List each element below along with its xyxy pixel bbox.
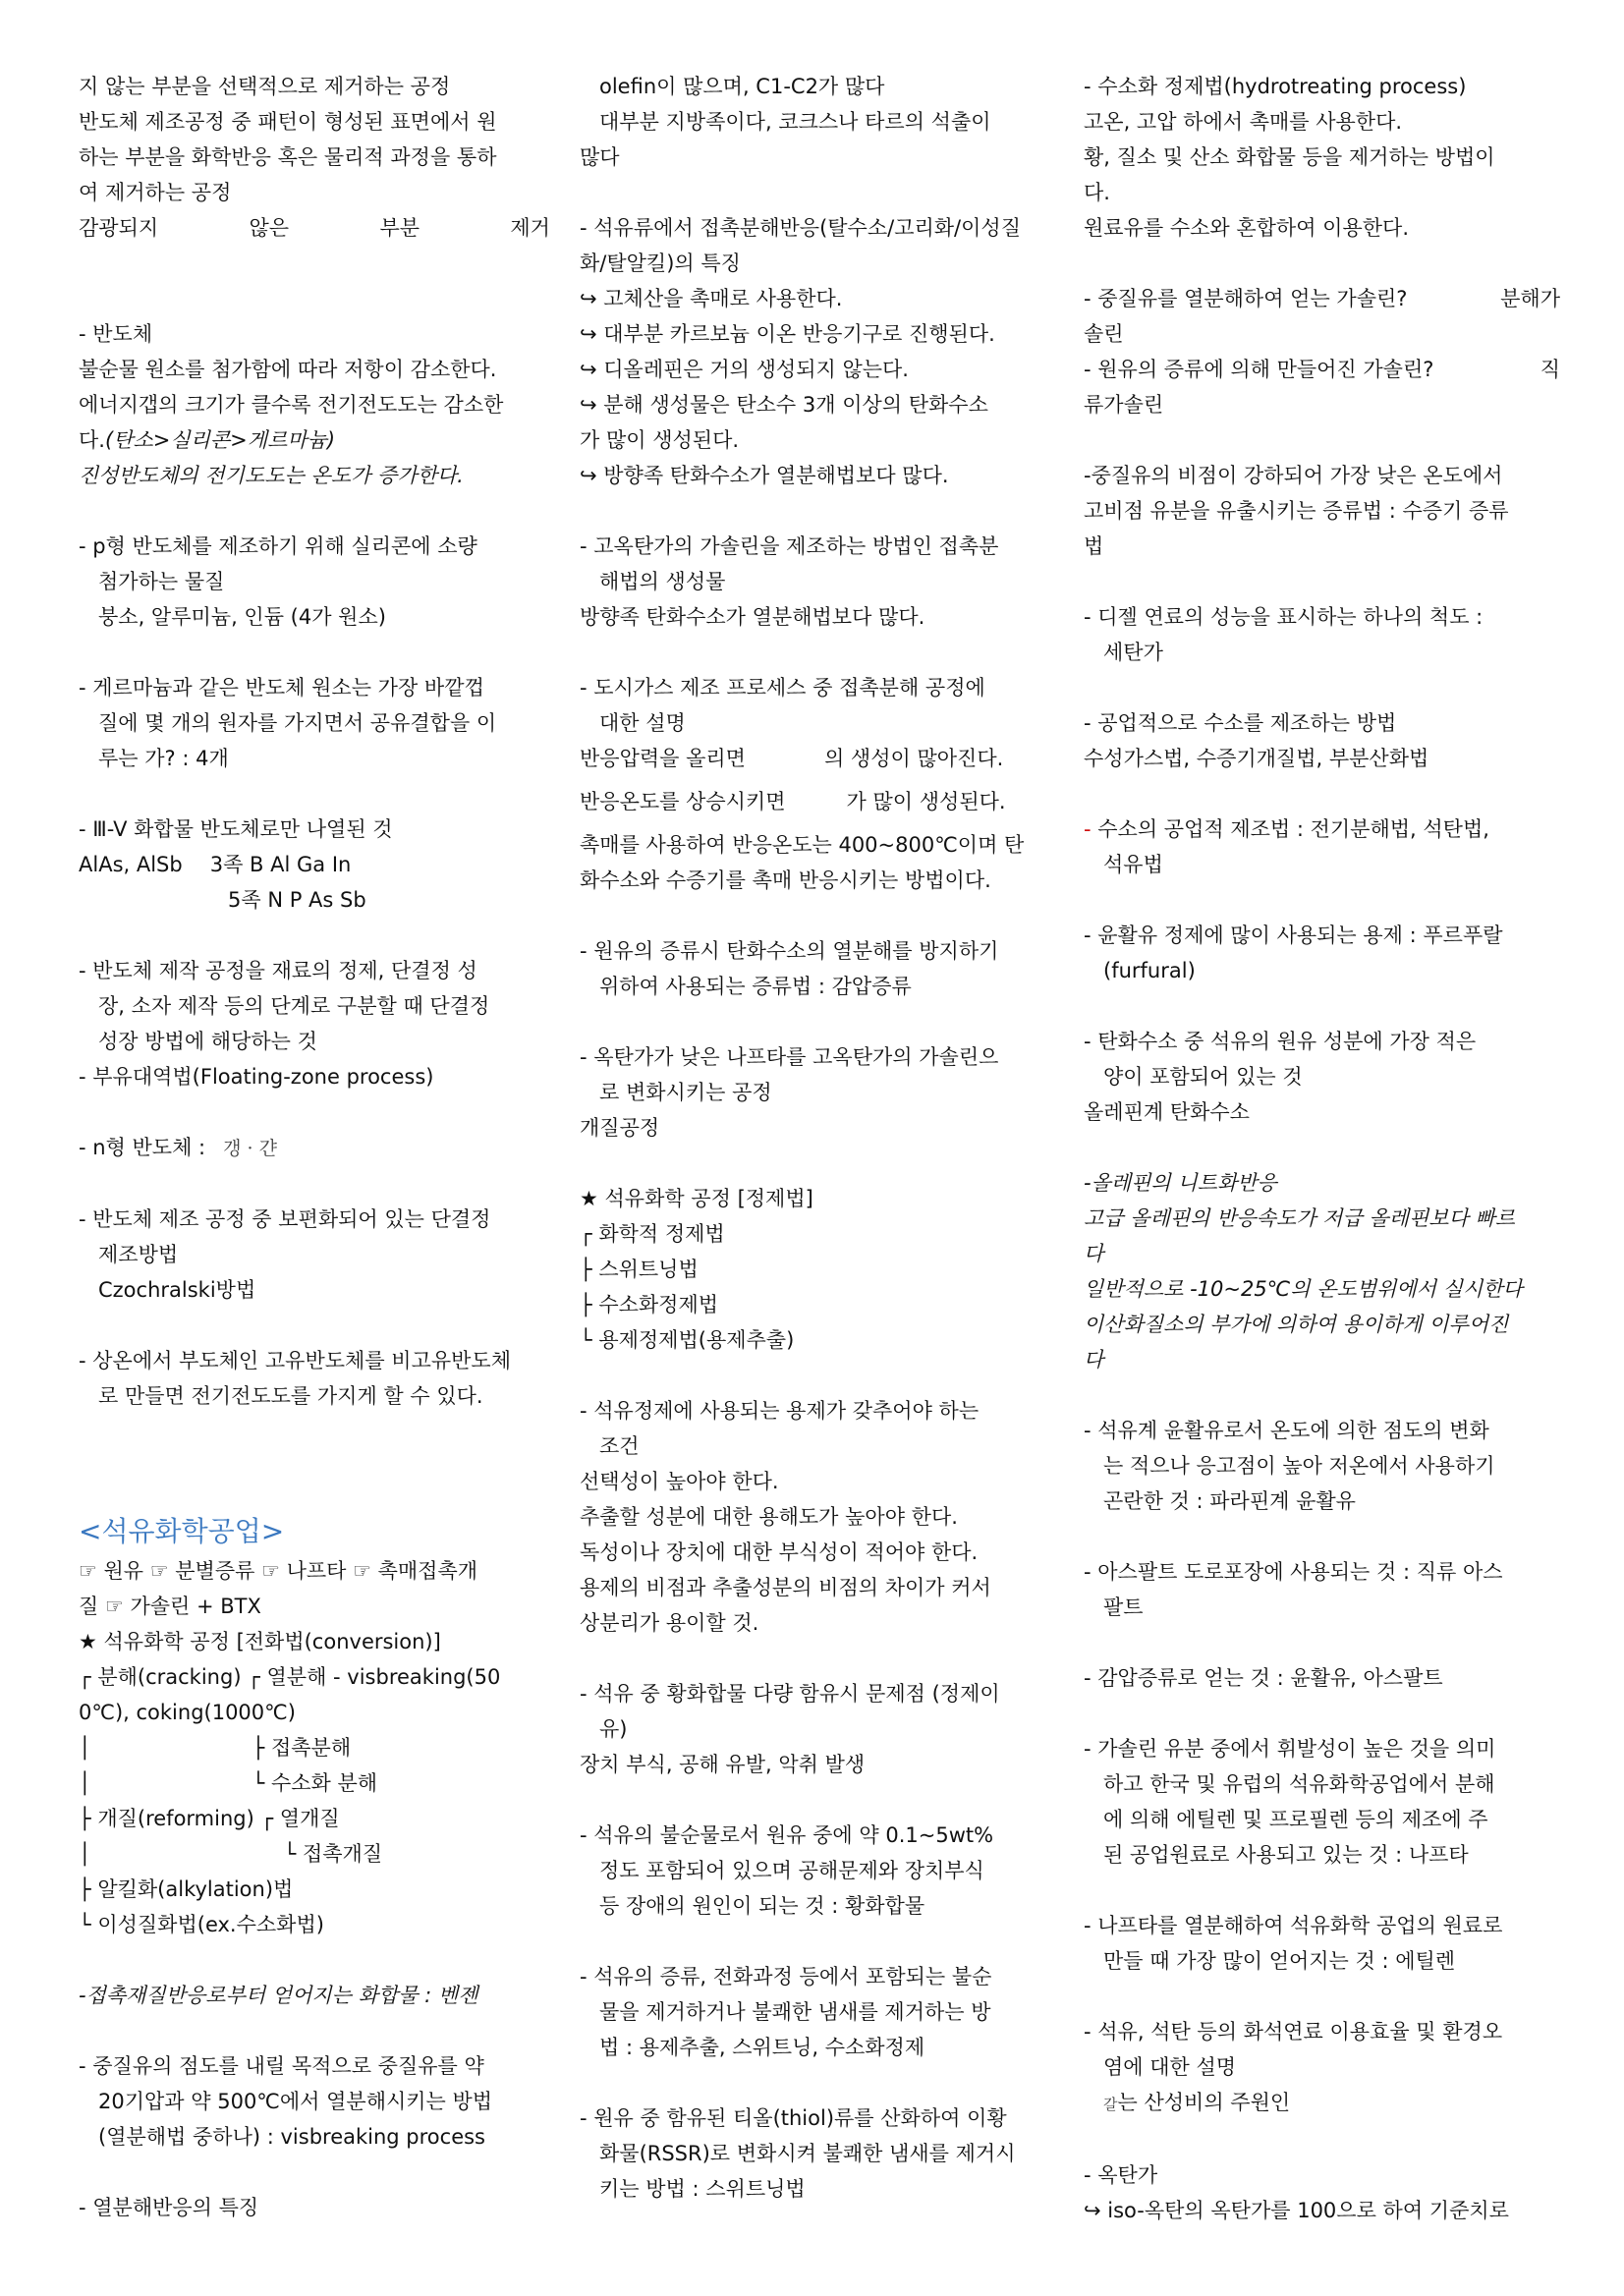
text-span-italic: (탄소>실리콘>게르마늄) — [104, 428, 336, 452]
text-span: 분해가 — [1500, 287, 1560, 310]
text-span: 수소의 공업적 제조법 : 전기분해법, 석탄법, — [1097, 817, 1489, 841]
text-line: - 중질유의 점도를 내릴 목적으로 중질유를 약 — [79, 2054, 484, 2078]
text-line: 촉매를 사용하여 반응온도는 400~800℃이며 탄 — [580, 833, 1025, 857]
text-line: 정도 포함되어 있으며 공해문제와 장치부식 — [599, 1859, 984, 1882]
text-line: ├ 알킬화(alkylation)법 — [79, 1877, 294, 1901]
text-line: 성장 방법에 해당하는 것 — [98, 1030, 317, 1053]
text-line: 세탄가 — [1103, 641, 1163, 664]
tree-glyph: │ — [79, 1736, 91, 1760]
text-line: 석유법 — [1103, 853, 1163, 876]
text-line: └ 이성질화법(ex.수소화법) — [79, 1913, 324, 1936]
text-line — [79, 847, 550, 882]
text-line: 질 ☞ 가솔린 + BTX — [79, 1595, 261, 1618]
text-line: - 원유의 증류시 탄화수소의 열분해를 방지하기 — [580, 939, 999, 963]
column-1 — [79, 69, 550, 2225]
text-line: 지 않는 부분을 선택적으로 제거하는 공정 — [79, 75, 451, 98]
text-line: - 수소화 정제법(hydrotreating process) — [1084, 75, 1467, 98]
text-span: - n형 반도체 : — [79, 1136, 206, 1159]
text-line: 키는 방법 : 스위트닝법 — [599, 2177, 806, 2201]
text-line: - 석유정제에 사용되는 용제가 갖추어야 하는 — [580, 1399, 980, 1423]
tree-glyph: │ — [79, 1842, 91, 1866]
text-line: 여 제거하는 공정 — [79, 181, 232, 204]
text-line: 이산화질소의 부가에 의하여 용이하게 이루어진 — [1084, 1313, 1509, 1336]
text-span: 반응온도를 상승시키면 — [580, 790, 786, 813]
text-line: Czochralski방법 — [98, 1278, 256, 1302]
text-line: ☞ 원유 ☞ 분별증류 ☞ 나프타 ☞ 촉매접촉개 — [79, 1559, 478, 1583]
text-line: └ 용제정제법(용제추출) — [580, 1328, 795, 1352]
text-line — [79, 422, 550, 458]
text-line: 등 장애의 원인이 되는 것 : 황화합물 — [599, 1894, 925, 1918]
text-span: - 원유의 증류에 의해 만들어진 가솔린? — [1084, 358, 1434, 381]
text-span: - 중질유를 열분해하여 얻는 가솔린? — [1084, 287, 1408, 310]
text-line: 고비점 유분을 유출시키는 증류법 : 수증기 증류 — [1084, 499, 1509, 523]
section-heading: <석유화학공업> — [79, 1515, 285, 1547]
text-line: 고온, 고압 하에서 촉매를 사용한다. — [1084, 110, 1403, 134]
text-line: ├ 스위트닝법 — [580, 1258, 699, 1281]
text-line: 하는 부분을 화학반응 혹은 물리적 과정을 통하 — [79, 145, 497, 169]
text-line: 위하여 사용되는 증류법 : 감압증류 — [599, 975, 912, 998]
text-line: - 원유 중 함유된 티올(thiol)류를 산화하여 이황 — [580, 2106, 1007, 2130]
text-line: 팔트 — [1103, 1596, 1144, 1619]
text-line: 첨가하는 물질 — [98, 570, 225, 593]
justified-line — [79, 210, 550, 246]
text-line: - 감압증류로 얻는 것 : 윤활유, 아스팔트 — [1084, 1666, 1443, 1690]
text-line: 된 공업원료로 사용되고 있는 것 : 나프타 — [1103, 1843, 1469, 1867]
text-line: 양이 포함되어 있는 것 — [1103, 1065, 1303, 1089]
text-line: 추출할 성분에 대한 용해도가 높아야 한다. — [580, 1505, 958, 1529]
text-line: - 석유의 증류, 전화과정 등에서 포함되는 불순 — [580, 1965, 992, 1988]
text-line: 곤란한 것 : 파라핀계 윤활유 — [1103, 1489, 1356, 1513]
text-line: -접촉재질반응로부터 얻어지는 화합물 : 벤젠 — [79, 1984, 478, 2007]
text-line — [580, 784, 1056, 819]
text-line: - 석유, 석탄 등의 화석연료 이용효율 및 환경오 — [1084, 2020, 1503, 2044]
text-line: ↪ iso-옥탄의 옥탄가를 100으로 하여 기준치로 — [1084, 2199, 1509, 2222]
text-line: - 아스팔트 도로포장에 사용되는 것 : 직류 아스 — [1084, 1560, 1503, 1584]
text-line: 용제의 비점과 추출성분의 비점의 차이가 커서 — [580, 1576, 991, 1599]
text-line: 다 — [1084, 1242, 1104, 1265]
text-line: 독성이나 장치에 대한 부식성이 적어야 한다. — [580, 1540, 979, 1564]
text-line: - 도시가스 제조 프로세스 중 접촉분해 공정에 — [580, 676, 985, 700]
text-line: - 윤활유 정제에 많이 사용되는 용제 : 푸르푸랄 — [1084, 924, 1503, 947]
text-line: -올레핀의 니트화반응 — [1084, 1171, 1277, 1195]
text-line: ↪ 대부분 카르보늄 이온 반응기구로 진행된다. — [580, 322, 995, 346]
handwritten-note: 갱 · 갼 — [223, 1138, 277, 1159]
text-line: 장치 부식, 공해 유발, 악취 발생 — [580, 1753, 866, 1776]
text-line: 5족 N P As Sb — [228, 888, 366, 912]
text-line: 화물(RSSR)로 변화시켜 불쾌한 냄새를 제거시 — [599, 2142, 1016, 2165]
text-span: ├ 접촉분해 — [252, 1736, 352, 1760]
text-line: 는 적으나 응고점이 높아 저온에서 사용하기 — [1103, 1454, 1495, 1478]
text-line: 유) — [599, 1717, 628, 1741]
text-span: 반응압력을 올리면 — [580, 747, 746, 770]
text-line: olefin이 많으며, C1-C2가 많다 — [599, 75, 885, 98]
column-3 — [1084, 69, 1560, 2228]
text-line: 진성반도체의 전기도도는 온도가 증가한다. — [79, 464, 464, 487]
text-line: 화/탈알킬)의 특징 — [580, 252, 741, 275]
text-word: 않은 — [249, 216, 290, 240]
text-line: 불순물 원소를 첨가함에 따라 저항이 감소한다. — [79, 358, 497, 381]
text-line — [1084, 352, 1560, 387]
text-line: 에너지갭의 크기가 클수록 전기전도도는 감소한 — [79, 393, 504, 417]
text-line — [580, 741, 1056, 776]
text-line: - 석유 중 황화합물 다량 함유시 문제점 (정제이 — [580, 1682, 1000, 1706]
tree-line — [79, 1730, 550, 1765]
text-line: 일반적으로 -10~25℃의 온도범위에서 실시한다 — [1084, 1277, 1523, 1301]
text-line: 에 의해 에틸렌 및 프로필렌 등의 제조에 주 — [1103, 1808, 1488, 1831]
text-line — [1084, 812, 1560, 847]
text-line: ↪ 고체산을 촉매로 사용한다. — [580, 287, 843, 310]
text-line: - 공업적으로 수소를 제조하는 방법 — [1084, 711, 1397, 735]
text-line: 붕소, 알루미늄, 인듐 (4가 원소) — [98, 605, 386, 629]
text-line: - p형 반도체를 제조하기 위해 실리콘에 소량 — [79, 534, 477, 558]
text-line: - 열분해반응의 특징 — [79, 2196, 259, 2219]
text-span: AlAs, AlSb — [79, 853, 183, 876]
text-span: └ 수소화 분해 — [252, 1771, 378, 1795]
text-line: - 상온에서 부도체인 고유반도체를 비고유반도체 — [79, 1349, 511, 1372]
text-word: 제거 — [510, 216, 550, 240]
text-line: - 석유계 윤활유로서 온도에 의한 점도의 변화 — [1084, 1419, 1489, 1442]
text-line: 장, 소자 제작 등의 단계로 구분할 때 단결정 — [98, 994, 490, 1018]
text-line: 올레핀계 탄화수소 — [1084, 1100, 1250, 1124]
text-line: 반도체 제조공정 중 패턴이 형성된 표면에서 원 — [79, 110, 497, 134]
text-line: 가 많이 생성된다. — [580, 428, 740, 452]
text-line: 0℃), coking(1000℃) — [79, 1701, 296, 1724]
text-line: ★ 석유화학 공정 [정제법] — [580, 1187, 813, 1210]
text-line: 로 변화시키는 공정 — [599, 1081, 772, 1104]
text-line: ↪ 분해 생성물은 탄소수 3개 이상의 탄화수소 — [580, 393, 988, 417]
text-line: 대한 설명 — [599, 711, 686, 735]
text-line: 수성가스법, 수증기개질법, 부분산화법 — [1084, 747, 1429, 770]
text-line: ★ 석유화학 공정 [전화법(conversion)] — [79, 1630, 441, 1653]
text-line: - 반도체 — [79, 322, 153, 346]
text-line: - 석유의 불순물로서 원유 중에 약 0.1~5wt% — [580, 1823, 994, 1847]
text-line: 만들 때 가장 많이 얻어지는 것 : 에틸렌 — [1103, 1949, 1456, 1973]
text-line: ┌ 분해(cracking) ┌ 열분해 - visbreaking(50 — [79, 1665, 501, 1689]
text-line: - 석유류에서 접촉분해반응(탈수소/고리화/이성질 — [580, 216, 1021, 240]
text-line: ├ 개질(reforming) ┌ 열개질 — [79, 1807, 340, 1830]
text-line: ↪ 디올레핀은 거의 생성되지 않는다. — [580, 358, 909, 381]
text-span: 가 많이 생성된다. — [846, 790, 1006, 813]
text-line: 황, 질소 및 산소 화합물 등을 제거하는 방법이 — [1084, 145, 1495, 169]
text-span: 는 산성비의 주원인 — [1117, 2091, 1291, 2114]
tree-line — [79, 1836, 550, 1872]
text-line: 로 만들면 전기전도도를 가지게 할 수 있다. — [98, 1384, 483, 1408]
text-span: 다. — [79, 428, 105, 452]
text-line: - 게르마늄과 같은 반도체 원소는 가장 바깥껍 — [79, 676, 484, 700]
text-word: 부분 — [379, 216, 420, 240]
text-line: 다. — [1084, 181, 1110, 204]
text-line: 법 — [1084, 534, 1104, 558]
text-word: 감광되지 — [79, 216, 159, 240]
column-2 — [580, 69, 1056, 2207]
text-line: - 반도체 제작 공정을 재료의 정제, 단결정 성 — [79, 959, 477, 982]
text-line: ├ 수소화정제법 — [580, 1293, 719, 1316]
text-line — [79, 1130, 550, 1166]
text-span: 의 생성이 많아진다. — [823, 747, 1004, 770]
text-line: 조건 — [599, 1434, 640, 1458]
text-line: 20기압과 약 500℃에서 열분해시키는 방법 — [98, 2090, 493, 2113]
text-line — [1084, 281, 1560, 316]
red-dash: - — [1084, 817, 1092, 841]
tree-line — [79, 1765, 550, 1801]
text-line: 솔린 — [1084, 322, 1124, 346]
text-line: 해법의 생성물 — [599, 570, 726, 593]
text-span: └ 접촉개질 — [283, 1842, 383, 1866]
text-line: - 디젤 연료의 성능을 표시하는 하나의 척도 : — [1084, 605, 1484, 629]
text-line: -중질유의 비점이 강하되어 가장 낮은 온도에서 — [1084, 464, 1503, 487]
handwritten-note: 갈 — [1103, 2096, 1118, 2113]
text-line: - 옥탄가가 낮은 나프타를 고옥탄가의 가솔린으 — [580, 1045, 999, 1069]
text-line: 하고 한국 및 유럽의 석유화학공업에서 분해 — [1103, 1772, 1495, 1796]
text-line: 원료유를 수소와 혼합하여 이용한다. — [1084, 216, 1409, 240]
text-line: - 탄화수소 중 석유의 원유 성분에 가장 적은 — [1084, 1030, 1477, 1053]
text-line — [1084, 2085, 1560, 2122]
text-line: (furfural) — [1103, 959, 1196, 982]
text-line: 많다 — [580, 145, 620, 169]
text-line: 다 — [1084, 1348, 1104, 1372]
tree-glyph: │ — [79, 1771, 91, 1795]
text-line: 대부분 지방족이다, 코크스나 타르의 석출이 — [599, 110, 991, 134]
text-line: 루는 가? : 4개 — [98, 747, 229, 770]
text-line: 제조방법 — [98, 1243, 179, 1266]
text-span: 직 — [1540, 358, 1560, 381]
text-line: 질에 몇 개의 원자를 가지면서 공유결합을 이 — [98, 711, 497, 735]
text-line: 선택성이 높아야 한다. — [580, 1470, 779, 1493]
text-line: (열분해법 중하나) : visbreaking process — [98, 2125, 485, 2149]
text-line: 법 : 용제추출, 스위트닝, 수소화정제 — [599, 2036, 925, 2059]
text-line: ┌ 화학적 정제법 — [580, 1222, 725, 1246]
text-line: - Ⅲ-V 화합물 반도체로만 나열된 것 — [79, 817, 393, 841]
text-line: 고급 올레핀의 반응속도가 저급 올레핀보다 빠르 — [1084, 1206, 1516, 1230]
text-line: - 반도체 제조 공정 중 보편화되어 있는 단결정 — [79, 1207, 491, 1231]
text-line: - 나프타를 열분해하여 석유화학 공업의 원료로 — [1084, 1914, 1503, 1937]
text-line: 개질공정 — [580, 1116, 660, 1140]
text-line: - 고옥탄가의 가솔린을 제조하는 방법인 접촉분 — [580, 534, 999, 558]
text-line: 염에 대한 설명 — [1103, 2055, 1237, 2079]
text-line: ↪ 방향족 탄화수소가 열분해법보다 많다. — [580, 464, 949, 487]
text-line: - 옥탄가 — [1084, 2163, 1158, 2187]
text-line: - 부유대역법(Floating-zone process) — [79, 1065, 434, 1089]
text-line: 상분리가 용이할 것. — [580, 1611, 759, 1635]
text-line: - 가솔린 유분 중에서 휘발성이 높은 것을 의미 — [1084, 1737, 1496, 1761]
text-line: 류가솔린 — [1084, 393, 1164, 417]
text-span: 3족 B Al Ga In — [209, 853, 352, 876]
text-line: 화수소와 수증기를 촉매 반응시키는 방법이다. — [580, 868, 991, 892]
text-line: 물을 제거하거나 불쾌한 냄새를 제거하는 방 — [599, 2000, 991, 2024]
text-line: 방향족 탄화수소가 열분해법보다 많다. — [580, 605, 925, 629]
